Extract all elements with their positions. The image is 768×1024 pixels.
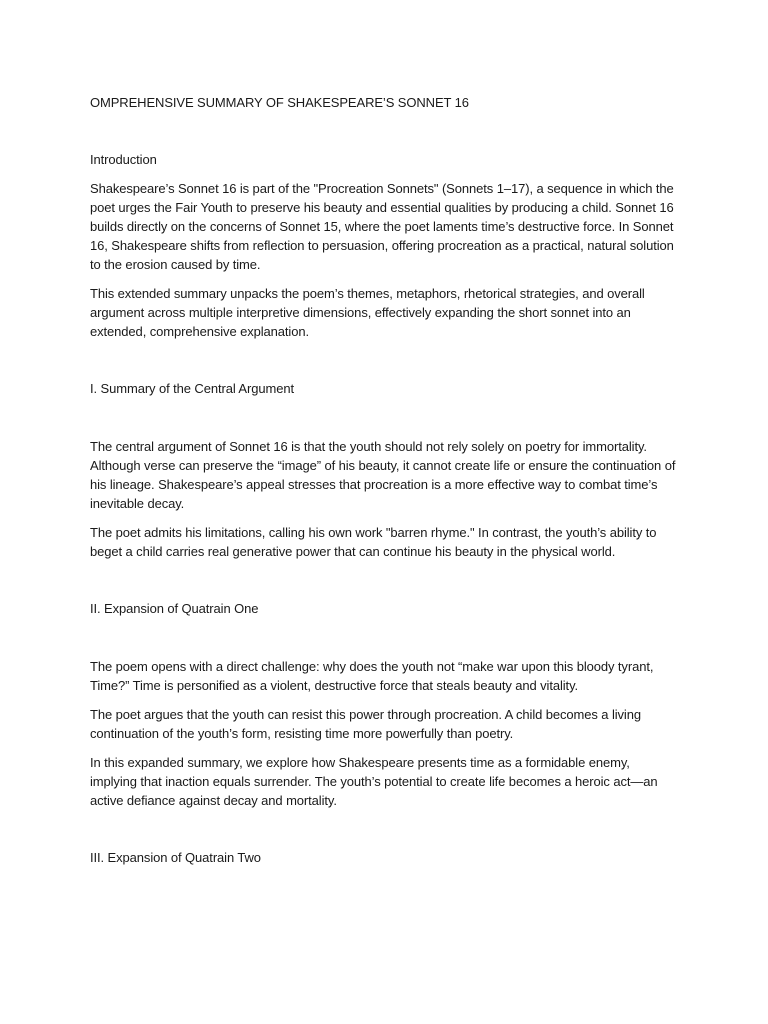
section-3-heading: III. Expansion of Quatrain Two bbox=[90, 850, 261, 865]
section-2-paragraph-1: The poem opens with a direct challenge: why does the youth not “make war upon this bloody tyrant, Time?” Time is personified as a violent, destructive force that steals beauty and vitality. bbox=[90, 659, 654, 693]
section-2-heading: II. Expansion of Quatrain One bbox=[90, 601, 259, 616]
section-1-heading: I. Summary of the Central Argument bbox=[90, 381, 294, 396]
introduction-heading: Introduction bbox=[90, 152, 157, 167]
section-1-paragraph-1: The central argument of Sonnet 16 is that the youth should not rely solely on poetry for immortality. Although verse can preserve the “image” of his beauty, it cannot create life or ensure the continuation of his lineage. Shakespeare’s appeal stresses that procreation is a more effective way to combat time’s inevitable decay. bbox=[90, 439, 676, 511]
introduction-paragraph-2: This extended summary unpacks the poem’s themes, metaphors, rhetorical strategies, and overall argument across multiple interpretive dimensions, effectively expanding the short sonnet into an extended, comprehensive explanation. bbox=[90, 286, 645, 339]
introduction-paragraph-1: Shakespeare’s Sonnet 16 is part of the "Procreation Sonnets" (Sonnets 1–17), a sequence in which the poet urges the Fair Youth to preserve his beauty and essential qualities by producing a child. Sonnet 16 builds directly on the concerns of Sonnet 15, where the poet laments time’s destructive force. In Sonnet 16, Shakespeare shifts from reflection to persuasion, offering procreation as a practical, natural solution to the erosion caused by time. bbox=[90, 181, 674, 272]
section-2-paragraph-2: The poet argues that the youth can resist this power through procreation. A child becomes a living continuation of the youth’s form, resisting time more powerfully than poetry. bbox=[90, 707, 641, 741]
section-2-paragraph-3: In this expanded summary, we explore how Shakespeare presents time as a formidable enemy, implying that inaction equals surrender. The youth’s potential to create life becomes a heroic act—an active defiance against decay and mortality. bbox=[90, 755, 658, 808]
document-title: OMPREHENSIVE SUMMARY OF SHAKESPEARE’S SONNET 16 bbox=[90, 95, 469, 110]
document-body bbox=[90, 93, 680, 867]
section-1-paragraph-2: The poet admits his limitations, calling his own work "barren rhyme." In contrast, the youth’s ability to beget a child carries real generative power that can continue his beauty in the physical world. bbox=[90, 525, 657, 559]
